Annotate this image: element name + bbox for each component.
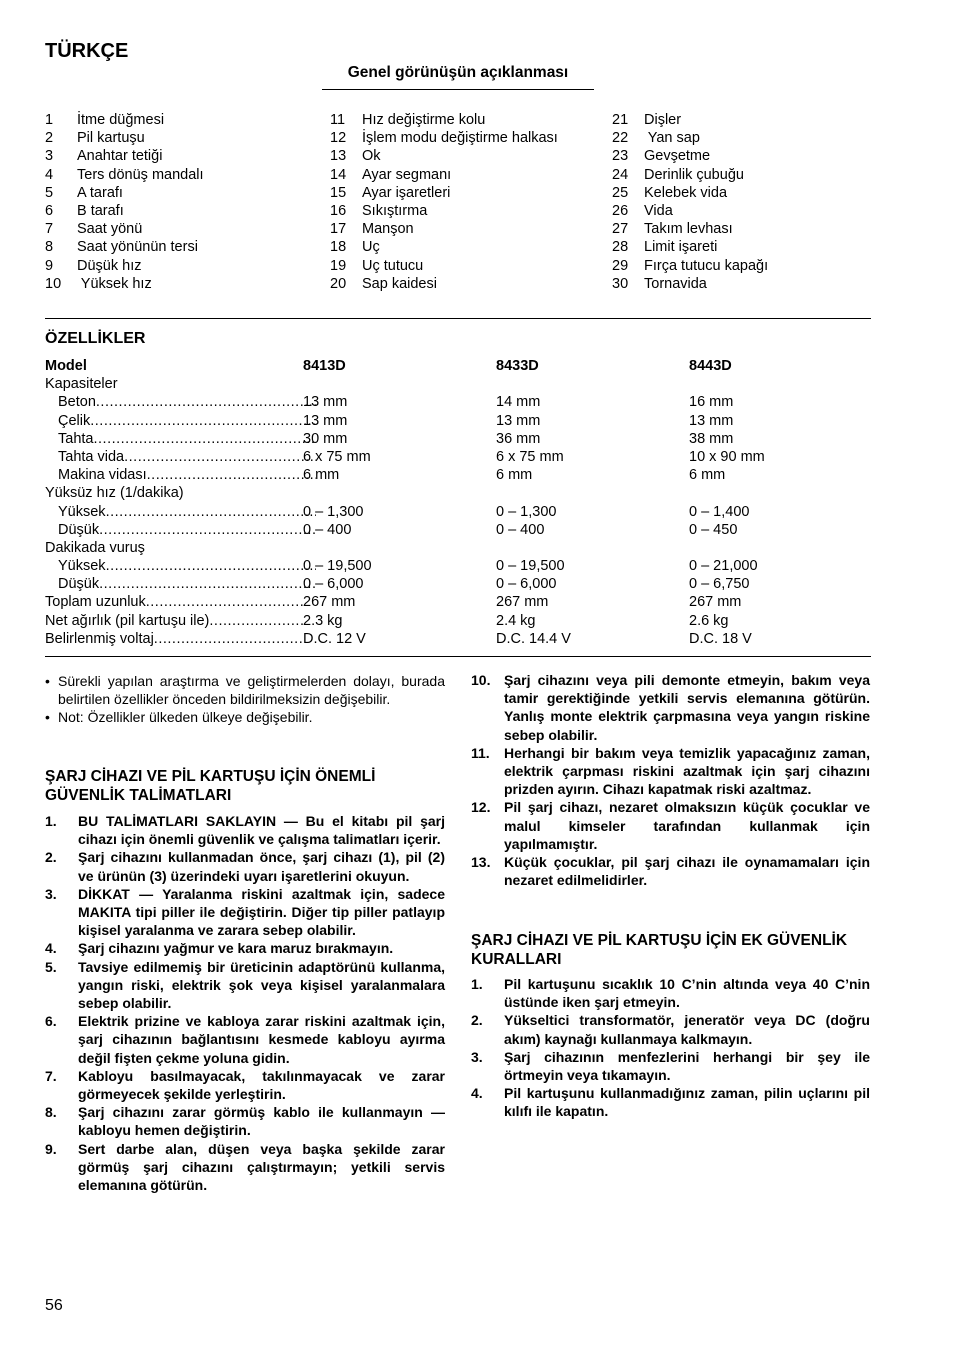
safety-list-left (45, 812, 445, 1194)
dot-leader (93, 430, 316, 448)
list-item (471, 1048, 870, 1084)
part-label: Anahtar tetiği (77, 148, 163, 165)
spec-value: 6 mm (689, 467, 726, 484)
part-item (45, 238, 204, 256)
part-item (45, 220, 204, 238)
list-text: Pil şarj cihazı, nezaret olmaksızın küçük çocuklar ve malul kimseler tarafından kullanmak için yapılmamıştır. (504, 799, 870, 852)
part-item (45, 184, 204, 202)
part-label: İşlem modu değiştirme halkası (362, 130, 558, 147)
part-item (330, 275, 558, 293)
part-number: 12 (330, 130, 347, 147)
part-number: 28 (612, 239, 629, 256)
part-number: 18 (330, 239, 347, 256)
spec-label: Net ağırlık (pil kartuşu ile) ..... (45, 612, 303, 630)
part-item (612, 147, 768, 165)
part-item (45, 275, 204, 293)
spec-value: 0 – 6,000 (303, 576, 364, 593)
list-text: BU TALİMATLARI SAKLAYIN — Bu el kitabı pil şarj cihazı için önemli güvenlik ve çalışma talimatları içerir. (78, 813, 445, 848)
part-number: 13 (330, 148, 347, 165)
spec-value: 13 mm (303, 412, 348, 429)
part-label: Yüksek hız (77, 275, 152, 292)
part-number: 22 (612, 130, 629, 147)
spec-label: Tahta vida ..... (45, 448, 316, 466)
spec-row (45, 412, 875, 430)
spec-row (45, 448, 875, 466)
spec-row (45, 466, 875, 484)
part-item (612, 184, 768, 202)
part-number: 11 (330, 112, 346, 128)
spec-value: 0 – 19,500 (496, 558, 565, 575)
list-number: 10. (471, 672, 491, 688)
spec-value: 6 mm (496, 467, 533, 484)
spec-label: Düşük ..... (45, 521, 316, 539)
list-text: Pil kartuşunu kullanmadığınız zaman, pilin uçlarını pil kılıfı ile kapatın. (504, 1085, 870, 1120)
part-label: Düşük hız (77, 257, 142, 274)
part-number: 9 (45, 257, 54, 274)
extra-rules-title: ŞARJ CİHAZI VE PİL KARTUŞU İÇİN EK GÜVENLİK KURALLARI (471, 932, 848, 968)
part-label: Saat yönünün tersi (77, 239, 198, 256)
list-item (471, 975, 870, 1011)
list-text: DİKKAT — Yaralanma riskini azaltmak için, sadece MAKITA tipi piller ile değiştirin. Diğer tip piller patlayıp kişisel yaralanma ve zarara sebep olabilir. (78, 885, 445, 939)
list-text: Elektrik prizine ve kabloya zarar riskini azaltmak için, şarj cihazının bağlantısını kesmede kabloyu ayırma değil fişten çekme yoluna gidin. (78, 1013, 445, 1066)
spec-label: Makina vidası ..... (45, 466, 316, 484)
list-number: 13. (471, 854, 491, 871)
divider-line (45, 318, 871, 319)
part-label: Dişler (644, 112, 682, 128)
spec-value: 0 – 400 (303, 521, 352, 538)
list-item (45, 1103, 445, 1139)
list-text: Sert darbe alan, düşen veya başka şekilde zarar görmüş şarj cihazını çalıştırmayın; yetkili servis elemanına götürün. (78, 1140, 445, 1194)
dot-leader (99, 575, 316, 593)
spec-value: 30 mm (303, 430, 348, 447)
list-number: 1. (45, 813, 57, 829)
spec-label: Yüksüz hız (1/dakika) (45, 485, 184, 502)
specs-col-model: Model (45, 358, 87, 374)
part-number: 20 (330, 275, 347, 292)
part-number: 3 (45, 148, 54, 165)
part-item (45, 257, 204, 275)
spec-value: 0 – 1,400 (689, 503, 750, 520)
spec-label: Kapasiteler (45, 376, 118, 393)
spec-value: 10 x 90 mm (689, 448, 765, 465)
part-item (330, 166, 558, 184)
subtitle-underline (322, 89, 594, 90)
spec-notes (45, 672, 445, 726)
part-number: 19 (330, 257, 347, 274)
part-item (330, 257, 558, 275)
part-label: Ok (362, 148, 381, 165)
spec-row (45, 484, 875, 502)
parts-column-1 (45, 111, 204, 293)
spec-row (45, 575, 875, 593)
part-number: 16 (330, 203, 347, 220)
part-label: A tarafı (77, 184, 123, 201)
list-text: Şarj cihazının menfezlerini herhangi bir şey ile örtmeyin veya tıkamayın. (504, 1048, 870, 1084)
parts-section-title: Genel görünüşün açıklanması (347, 64, 569, 81)
part-label: Takım levhası (644, 221, 733, 238)
list-number: 2. (471, 1012, 483, 1029)
part-number: 10 (45, 275, 62, 292)
spec-value: 38 mm (689, 430, 734, 447)
spec-row (45, 393, 875, 411)
dot-leader (99, 521, 316, 539)
spec-value: 0 – 21,000 (689, 558, 758, 575)
part-number: 5 (45, 184, 54, 201)
dot-leader (90, 412, 316, 430)
part-item (330, 202, 558, 220)
part-number: 6 (45, 203, 54, 220)
part-label: Ters dönüş mandalı (77, 166, 204, 183)
dot-leader (106, 503, 316, 521)
spec-value: 0 – 1,300 (496, 503, 557, 520)
specs-col-8433d: 8433D (496, 358, 539, 374)
dot-leader (146, 593, 303, 611)
spec-row (45, 630, 875, 648)
part-label: İtme düğmesi (77, 112, 165, 128)
part-number: 21 (612, 112, 629, 128)
part-label: Pil kartuşu (77, 130, 145, 147)
part-item (330, 147, 558, 165)
safety-list-right (471, 671, 870, 889)
part-label: Kelebek vida (644, 184, 728, 201)
list-number: 3. (471, 1048, 483, 1065)
spec-value: D.C. 18 V (689, 630, 752, 647)
list-item (471, 853, 870, 889)
list-text: Şarj cihazını yağmur ve kara maruz bırakmayın. (78, 940, 394, 957)
list-text: Küçük çocuklar, pil şarj cihazı ile oynamamaları için nezaret edilmelidirler. (504, 854, 870, 889)
specs-heading: ÖZELLİKLER (45, 330, 146, 347)
spec-value: 0 – 450 (689, 521, 738, 538)
list-item (45, 1067, 445, 1103)
part-item (612, 111, 768, 129)
specs-col-8443d: 8443D (689, 358, 732, 374)
part-item (612, 238, 768, 256)
list-item (471, 798, 870, 853)
list-number: 5. (45, 958, 57, 975)
part-item (45, 166, 204, 184)
list-text: Yükseltici transformatör, jeneratör veya DC (doğru akım) kaynağı kullanmaya kalkmayın. (504, 1012, 870, 1047)
part-label: Ayar işaretleri (362, 184, 451, 201)
part-label: Hız değiştirme kolu (362, 112, 486, 128)
list-number: 2. (45, 849, 57, 866)
list-number: 9. (45, 1140, 57, 1157)
list-text: Tavsiye edilmemiş bir üreticinin adaptörünü kullanma, yangın riski, elektrik şok veya kişisel yaralanmalara sebep olabilir. (78, 958, 445, 1012)
part-number: 24 (612, 166, 629, 183)
part-item (45, 202, 204, 220)
part-label: Uç tutucu (362, 257, 424, 274)
part-number: 8 (45, 239, 54, 256)
part-number: 25 (612, 184, 629, 201)
list-item (45, 885, 445, 940)
spec-value: 0 – 1,300 (303, 503, 364, 520)
spec-value: 0 – 6,750 (689, 576, 750, 593)
dot-leader (209, 612, 303, 630)
part-number: 7 (45, 221, 54, 238)
list-text: Şarj cihazını veya pili demonte etmeyin, bakım veya tamir gerektiğinde yetkili servis elemanına götürün. Yanlış monte elektrik çarpmasına veya yangın riskine sebep olabilir. (504, 672, 870, 743)
part-item (330, 238, 558, 256)
list-item (471, 671, 870, 744)
list-item (471, 1011, 870, 1047)
list-text: Pil kartuşunu sıcaklık 10 C’nin altında veya 40 C’nin üstünde iken şarj etmeyin. (504, 976, 870, 1011)
part-number: 29 (612, 257, 629, 274)
list-text: Herhangi bir bakım veya temizlik yapacağınız zaman, elektrik çarpması riskini azaltmak için şarj cihazını prizden ayırın. Cihazı kapatmak riski azaltmaz. (504, 744, 870, 798)
spec-row (45, 430, 875, 448)
spec-label: Toplam uzunluk ..... (45, 593, 303, 611)
page-number: 56 (45, 1297, 63, 1314)
list-item (45, 939, 445, 957)
part-number: 27 (612, 221, 629, 238)
spec-row (45, 503, 875, 521)
spec-row (45, 539, 875, 557)
spec-row (45, 521, 875, 539)
list-item (471, 744, 870, 799)
spec-value: 0 – 400 (496, 521, 545, 538)
part-number: 15 (330, 184, 347, 201)
spec-label: Belirlenmiş voltaj ..... (45, 630, 303, 648)
spec-value: 13 mm (689, 412, 734, 429)
part-item (330, 129, 558, 147)
list-item (45, 812, 445, 848)
language-heading: TÜRKÇE (45, 40, 129, 62)
part-label: Sap kaidesi (362, 275, 437, 292)
extra-rules-list (471, 975, 870, 1121)
spec-value: 6 mm (303, 467, 340, 484)
list-number: 8. (45, 1104, 57, 1121)
part-item (330, 111, 558, 129)
safety-title: ŞARJ CİHAZI VE PİL KARTUŞU İÇİN ÖNEMLİ GÜVENLİK TALİMATLARI (45, 768, 376, 804)
spec-value: 0 – 6,000 (496, 576, 557, 593)
list-number: 4. (471, 1085, 483, 1102)
part-item (612, 129, 768, 147)
list-number: 11. (471, 744, 490, 761)
spec-value: 13 mm (303, 394, 348, 411)
part-number: 2 (45, 130, 54, 147)
spec-value: 0 – 19,500 (303, 558, 372, 575)
part-number: 1 (45, 112, 54, 128)
note-item: • Not: Özellikler ülkeden ülkeye değişebilir. (45, 709, 313, 725)
spec-value: 14 mm (496, 394, 541, 411)
part-item (612, 275, 768, 293)
part-item (45, 111, 204, 129)
list-item (45, 1140, 445, 1195)
list-number: 4. (45, 940, 57, 957)
spec-value: D.C. 12 V (303, 630, 366, 647)
part-label: Yan sap (644, 130, 700, 147)
parts-column-3 (612, 111, 768, 293)
spec-label: Düşük ..... (45, 575, 316, 593)
spec-value: 6 x 75 mm (496, 448, 564, 465)
dot-leader (124, 448, 316, 466)
part-item (45, 147, 204, 165)
part-item (612, 257, 768, 275)
part-item (330, 184, 558, 202)
list-item (471, 1084, 870, 1120)
part-item (612, 202, 768, 220)
part-item (612, 220, 768, 238)
spec-value: 13 mm (496, 412, 541, 429)
part-label: Fırça tutucu kapağı (644, 257, 769, 274)
specs-table (45, 357, 875, 648)
divider-line (45, 656, 871, 657)
spec-value: 2.6 kg (689, 612, 729, 629)
list-number: 12. (471, 799, 491, 816)
part-label: Manşon (362, 221, 414, 238)
spec-value: D.C. 14.4 V (496, 630, 571, 647)
spec-label: Dakikada vuruş (45, 539, 145, 556)
part-label: Saat yönü (77, 221, 143, 238)
spec-value: 2.3 kg (303, 612, 343, 629)
spec-value: 267 mm (303, 594, 356, 611)
list-number: 7. (45, 1067, 57, 1084)
spec-value: 16 mm (689, 394, 734, 411)
list-number: 1. (471, 976, 483, 992)
part-number: 17 (330, 221, 347, 238)
dot-leader (154, 630, 303, 648)
list-item (45, 848, 445, 884)
part-number: 4 (45, 166, 54, 183)
part-label: Tornavida (644, 275, 707, 292)
part-label: Sıkıştırma (362, 203, 428, 220)
spec-label: Yüksek ..... (45, 557, 316, 575)
part-item (45, 129, 204, 147)
specs-col-8413d: 8413D (303, 358, 346, 374)
list-number: 6. (45, 1013, 57, 1030)
part-label: Limit işareti (644, 239, 718, 256)
list-text: Kabloyu basılmayacak, takılınmayacak ve zarar görmeyecek şekilde yerleştirin. (78, 1067, 445, 1103)
part-item (612, 166, 768, 184)
spec-label: Beton ..... (45, 393, 316, 411)
spec-label: Çelik ..... (45, 412, 316, 430)
dot-leader (106, 557, 316, 575)
part-label: Uç (362, 239, 380, 256)
spec-value: 267 mm (496, 594, 549, 611)
parts-column-2 (330, 111, 558, 293)
dot-leader (147, 466, 316, 484)
spec-label: Yüksek ..... (45, 503, 316, 521)
part-number: 14 (330, 166, 347, 183)
list-text: Şarj cihazını kullanmadan önce, şarj cihazı (1), pil (2) ve ürünün (3) üzerindeki uyarı işaretlerini okuyun. (78, 849, 445, 884)
part-label: Vida (644, 203, 673, 220)
spec-row (45, 557, 875, 575)
part-item (330, 220, 558, 238)
dot-leader (96, 393, 316, 411)
note-item: • Sürekli yapılan araştırma ve geliştirmelerden dolayı, burada belirtilen özellikler önceden bildirilmeksizin değişebilir. (45, 673, 445, 707)
spec-label: Tahta ..... (45, 430, 316, 448)
part-number: 26 (612, 203, 629, 220)
part-label: Ayar segmanı (362, 166, 452, 183)
part-label: B tarafı (77, 203, 124, 220)
list-item (45, 1012, 445, 1067)
spec-row (45, 593, 875, 611)
part-label: Gevşetme (644, 148, 711, 165)
list-item (45, 958, 445, 1013)
spec-value: 36 mm (496, 430, 541, 447)
spec-value: 2.4 kg (496, 612, 536, 629)
part-label: Derinlik çubuğu (644, 166, 744, 183)
spec-value: 6 x 75 mm (303, 448, 371, 465)
part-number: 23 (612, 148, 629, 165)
spec-row (45, 612, 875, 630)
list-text: Şarj cihazını zarar görmüş kablo ile kullanmayın — kabloyu hemen değiştirin. (78, 1104, 445, 1139)
spec-row (45, 375, 875, 393)
spec-value: 267 mm (689, 594, 742, 611)
part-number: 30 (612, 275, 629, 292)
specs-header-row (45, 357, 875, 375)
list-number: 3. (45, 885, 57, 902)
